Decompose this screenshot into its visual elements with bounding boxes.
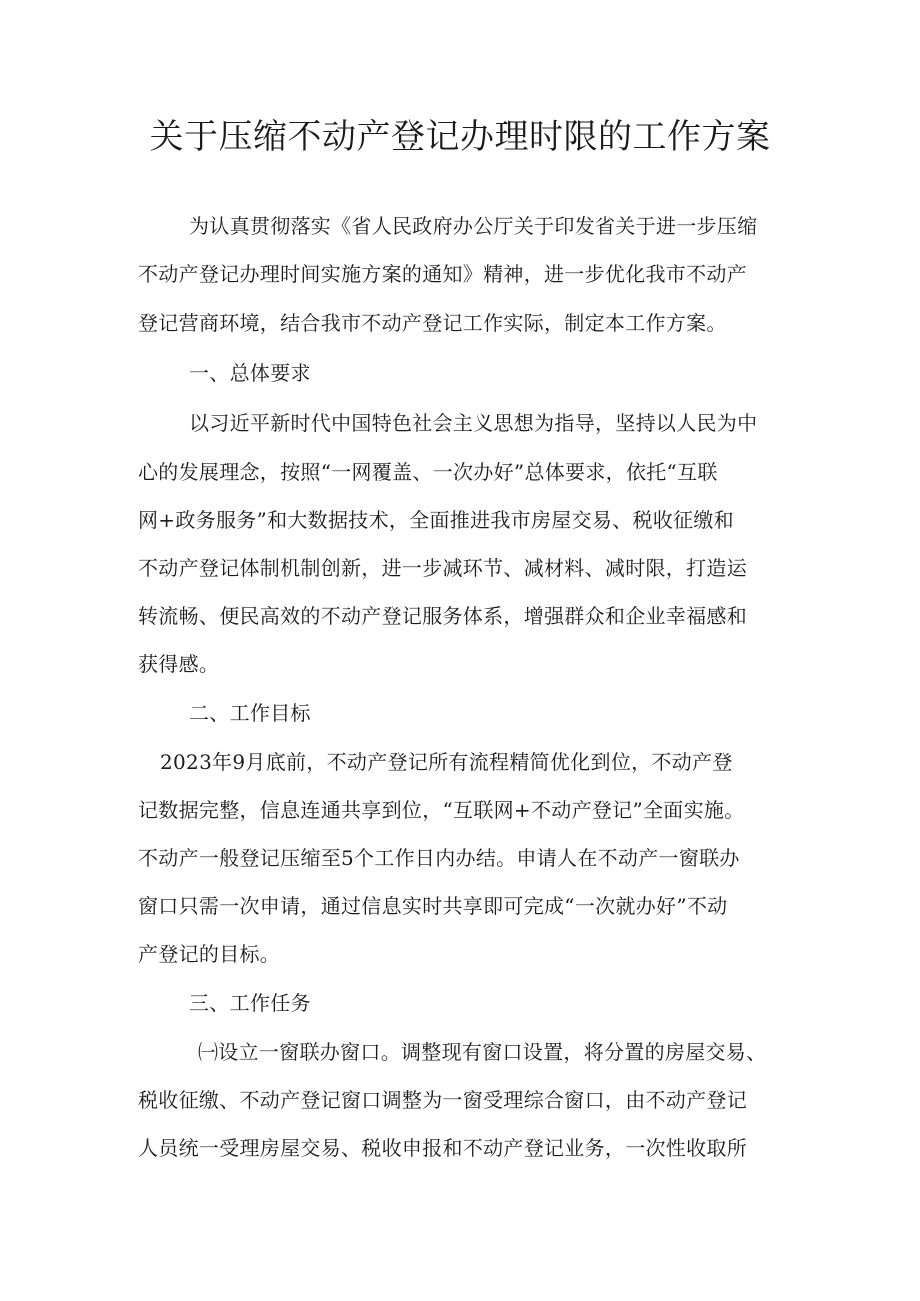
paragraph-line: 不动产一般登记压缩至5个工作日内办结。申请人在不动产一窗联办 (138, 846, 740, 870)
paragraph-line: 2023年9月底前，不动产登记所有流程精简优化到位，不动产登 (160, 750, 733, 774)
paragraph-line: 记数据完整，信息连通共享到位，“互联网+不动产登记”全面实施。 (138, 798, 745, 822)
document-title: 关于压缩不动产登记办理时限的工作方案 (149, 117, 771, 157)
section-heading: 三、工作任务 (189, 991, 311, 1015)
paragraph-line: 人员统一受理房屋交易、税收申报和不动产登记业务，一次性收取所 (138, 1136, 747, 1160)
paragraph-line: 网+政务服务”和大数据技术，全面推进我市房屋交易、税收征缴和 (138, 508, 734, 532)
paragraph-line: 心的发展理念，按照“一网覆盖、一次办好”总体要求，依托“互联 (138, 460, 718, 484)
paragraph-line: 登记营商环境，结合我市不动产登记工作实际，制定本工作方案。 (138, 311, 727, 335)
paragraph-line: 为认真贯彻落实《省人民政府办公厅关于印发省关于进一步压缩 (189, 214, 758, 238)
paragraph-line: 税收征缴、不动产登记窗口调整为一窗受理综合窗口，由不动产登记 (138, 1088, 747, 1112)
paragraph-line: ㈠设立一窗联办窗口。调整现有窗口设置，将分置的房屋交易、 (198, 1040, 767, 1064)
paragraph-line: 窗口只需一次申请，通过信息实时共享即可完成“一次就办好”不动 (138, 894, 728, 918)
paragraph-line: 转流畅、便民高效的不动产登记服务体系，增强群众和企业幸福感和 (138, 604, 747, 628)
paragraph-line: 产登记的目标。 (138, 942, 281, 966)
paragraph-line: 获得感。 (138, 652, 220, 676)
section-heading: 二、工作目标 (189, 701, 311, 725)
section-heading: 一、总体要求 (189, 361, 311, 385)
paragraph-line: 不动产登记办理时间实施方案的通知》精神，进一步优化我市不动产 (138, 262, 747, 286)
paragraph-line: 以习近平新时代中国特色社会主义思想为指导，坚持以人民为中 (189, 411, 758, 435)
paragraph-line: 不动产登记体制机制创新，进一步减环节、减材料、减时限，打造运 (138, 556, 747, 580)
